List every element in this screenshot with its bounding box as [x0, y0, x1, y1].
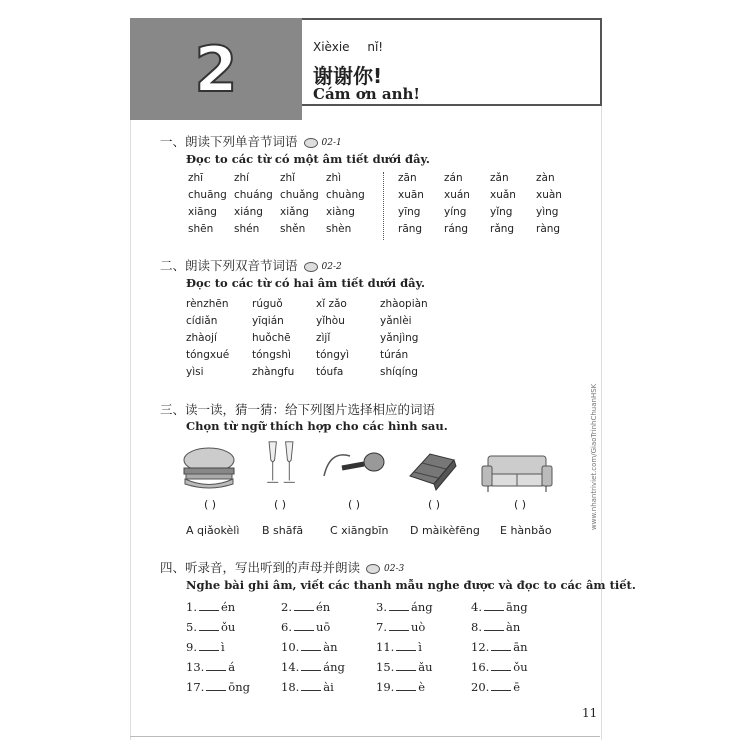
blank-item — [376, 600, 471, 614]
final-text: áng — [410, 600, 433, 614]
item-number: 17. — [186, 680, 205, 694]
answer-slot[interactable]: ( ) — [347, 498, 361, 511]
item-number: 8. — [471, 620, 482, 634]
word: zìjǐ — [316, 332, 331, 344]
final-text: én — [315, 600, 331, 614]
microphone-picture — [320, 446, 390, 492]
syllable: chuàng — [326, 189, 365, 201]
section2-title — [160, 256, 342, 274]
blank-input[interactable] — [396, 680, 416, 691]
blank-input[interactable] — [491, 640, 511, 651]
answer-option: E hànbǎo — [500, 524, 552, 537]
divider — [383, 172, 384, 240]
lesson-number: 2 — [194, 32, 238, 106]
cd-icon — [366, 564, 380, 574]
final-text: uō — [315, 620, 331, 634]
word: tóngyì — [316, 349, 349, 361]
final-text: àn — [323, 640, 338, 654]
blank-input[interactable] — [301, 680, 321, 691]
title-pinyin: Xièxie nǐ! — [313, 40, 384, 54]
blank-item — [471, 600, 566, 614]
blank-item — [281, 620, 376, 634]
syllable: zān — [398, 172, 417, 184]
item-number: 1. — [186, 600, 197, 614]
blank-item — [186, 620, 281, 634]
syllable: xuǎn — [490, 189, 516, 201]
syllable: rǎng — [490, 223, 515, 235]
final-text: áng — [323, 660, 345, 674]
blank-item — [186, 660, 281, 674]
blank-input[interactable] — [206, 680, 226, 691]
answer-slot[interactable]: ( ) — [203, 498, 217, 511]
section1-right-grid — [398, 172, 582, 235]
syllable: chuǎng — [280, 189, 319, 201]
final-text: ài — [323, 680, 334, 694]
item-number: 14. — [281, 660, 300, 674]
syllable: chuāng — [188, 189, 227, 201]
final-text: ē — [513, 680, 521, 694]
syllable: zhī — [188, 172, 204, 184]
word: xǐ zǎo — [316, 298, 347, 310]
blank-item — [281, 660, 376, 674]
syllable: zǎn — [490, 172, 509, 184]
item-number: 20. — [471, 680, 490, 694]
blank-input[interactable] — [301, 660, 321, 671]
word: yǎnjìng — [380, 332, 419, 344]
final-text: ì — [418, 640, 422, 654]
blank-item — [471, 680, 566, 694]
word: huǒchē — [252, 332, 291, 344]
final-text: én — [220, 600, 236, 614]
word: rúguǒ — [252, 298, 283, 310]
item-number: 2. — [281, 600, 292, 614]
item-number: 16. — [471, 660, 490, 674]
syllable: shěn — [280, 223, 306, 235]
section1-subtitle: Đọc to các từ có một âm tiết dưới đây. — [186, 152, 430, 166]
blank-item — [471, 620, 566, 634]
syllable: xuán — [444, 189, 470, 201]
word: túrán — [380, 349, 409, 361]
syllable: yīng — [398, 206, 421, 218]
champagne-picture — [252, 440, 310, 486]
word: tóngshì — [252, 349, 291, 361]
item-number: 13. — [186, 660, 205, 674]
blank-item — [376, 620, 471, 634]
section3-subtitle: Chọn từ ngữ thích hợp cho các hình sau. — [186, 419, 448, 433]
blank-input[interactable] — [389, 600, 409, 611]
word: cídiǎn — [186, 315, 218, 327]
blank-item — [186, 600, 281, 614]
chocolate-picture — [404, 446, 462, 492]
blank-input[interactable] — [294, 620, 314, 631]
item-number: 19. — [376, 680, 395, 694]
answer-slot[interactable]: ( ) — [513, 498, 527, 511]
word: yǎnlèi — [380, 315, 412, 327]
blank-input[interactable] — [484, 600, 504, 611]
word: shíqíng — [380, 366, 418, 378]
section4-title-text: 四、听录音，写出听到的声母并朗读 — [160, 560, 361, 575]
track-label: 02-2 — [321, 261, 342, 272]
syllable: shén — [234, 223, 260, 235]
final-text: ǒu — [220, 620, 236, 634]
blank-item — [281, 680, 376, 694]
title-vietnamese: Cám ơn anh! — [313, 85, 420, 103]
blank-input[interactable] — [491, 680, 511, 691]
syllable: xiāng — [188, 206, 217, 218]
blank-input[interactable] — [396, 640, 416, 651]
word: tóufa — [316, 366, 344, 378]
final-text: ǒu — [513, 660, 528, 674]
blank-input[interactable] — [199, 620, 219, 631]
blank-input[interactable] — [301, 640, 321, 651]
track-label: 02-3 — [384, 563, 405, 574]
syllable: zàn — [536, 172, 555, 184]
word: zhàngfu — [252, 366, 295, 378]
blank-item — [186, 640, 281, 654]
section2-title-text: 二、朗读下列双音节词语 — [160, 258, 298, 273]
syllable: ràng — [536, 223, 561, 235]
section4-title — [160, 558, 404, 576]
final-text: àn — [505, 620, 521, 634]
blank-input[interactable] — [206, 660, 226, 671]
final-text: ōng — [228, 680, 250, 694]
final-text: ì — [220, 640, 225, 654]
syllable: zhí — [234, 172, 250, 184]
answer-option: A qiǎokèlì — [186, 524, 240, 537]
syllable: yǐng — [490, 206, 513, 218]
section2-subtitle: Đọc to các từ có hai âm tiết dưới đây. — [186, 276, 425, 290]
section3-title: 三、读一读，猜一猜：给下列图片选择相应的词语 — [160, 402, 436, 417]
syllable: ráng — [444, 223, 469, 235]
final-text: á — [228, 660, 236, 674]
cd-icon — [304, 262, 318, 272]
syllable: xiàng — [326, 206, 355, 218]
answer-slot[interactable]: ( ) — [273, 498, 287, 511]
blank-input[interactable] — [199, 640, 219, 651]
item-number: 9. — [186, 640, 197, 654]
blank-item — [376, 680, 471, 694]
item-number: 10. — [281, 640, 300, 654]
syllable: rāng — [398, 223, 423, 235]
blank-item — [281, 600, 376, 614]
word: yìsi — [186, 366, 204, 378]
item-number: 11. — [376, 640, 395, 654]
blank-input[interactable] — [389, 620, 409, 631]
item-number: 5. — [186, 620, 197, 634]
blank-input[interactable] — [491, 660, 511, 671]
bottom-rule — [130, 736, 600, 737]
syllable: zhì — [326, 172, 342, 184]
section4-grid — [186, 600, 566, 694]
blank-input[interactable] — [484, 620, 504, 631]
syllable: zán — [444, 172, 463, 184]
section1-title-text: 一、朗读下列单音节词语 — [160, 134, 298, 149]
final-text: ān — [513, 640, 528, 654]
syllable: xiáng — [234, 206, 263, 218]
item-number: 18. — [281, 680, 300, 694]
track-label: 02-1 — [321, 137, 342, 148]
title-chinese: 谢谢你! — [313, 64, 383, 88]
blank-item — [376, 640, 471, 654]
blank-item — [376, 660, 471, 674]
final-text: ǎu — [418, 660, 433, 674]
item-number: 3. — [376, 600, 387, 614]
answer-option: B shāfā — [262, 524, 304, 537]
syllable: xiǎng — [280, 206, 309, 218]
item-number: 7. — [376, 620, 387, 634]
syllable: shēn — [188, 223, 214, 235]
syllable: zhǐ — [280, 172, 296, 184]
final-text: āng — [505, 600, 528, 614]
item-number: 15. — [376, 660, 395, 674]
blank-input[interactable] — [199, 600, 219, 611]
cd-icon — [304, 138, 318, 148]
sofa-picture — [480, 450, 554, 496]
word: rènzhēn — [186, 298, 229, 310]
section4-subtitle: Nghe bài ghi âm, viết các thanh mẫu nghe được và đọc to các âm tiết. — [186, 578, 636, 592]
section1-left-grid — [188, 172, 372, 235]
syllable: yìng — [536, 206, 559, 218]
blank-input[interactable] — [396, 660, 416, 671]
blank-item — [471, 640, 566, 654]
section1-title — [160, 132, 342, 150]
hamburger-picture — [180, 446, 238, 492]
word: yīqián — [252, 315, 284, 327]
word: yǐhòu — [316, 315, 345, 327]
answer-slot[interactable]: ( ) — [427, 498, 441, 511]
answer-option: C xiāngbīn — [330, 524, 389, 537]
blank-item — [186, 680, 281, 694]
word: zhàojí — [186, 332, 217, 344]
blank-item — [471, 660, 566, 674]
side-url: www.nhantriviet.com/GiaoTrinhChuanHSK — [590, 383, 598, 530]
blank-input[interactable] — [294, 600, 314, 611]
item-number: 6. — [281, 620, 292, 634]
syllable: xuàn — [536, 189, 562, 201]
syllable: yíng — [444, 206, 467, 218]
syllable: shèn — [326, 223, 352, 235]
word: tóngxué — [186, 349, 230, 361]
answer-option: D màikèfēng — [410, 524, 480, 537]
lesson-number-box — [130, 18, 302, 120]
syllable: xuān — [398, 189, 424, 201]
item-number: 4. — [471, 600, 482, 614]
section2-grid — [186, 298, 450, 378]
word: zhàopiàn — [380, 298, 428, 310]
item-number: 12. — [471, 640, 490, 654]
page-number: 11 — [582, 706, 598, 720]
final-text: è — [418, 680, 426, 694]
syllable: chuáng — [234, 189, 273, 201]
final-text: uò — [410, 620, 426, 634]
blank-item — [281, 640, 376, 654]
